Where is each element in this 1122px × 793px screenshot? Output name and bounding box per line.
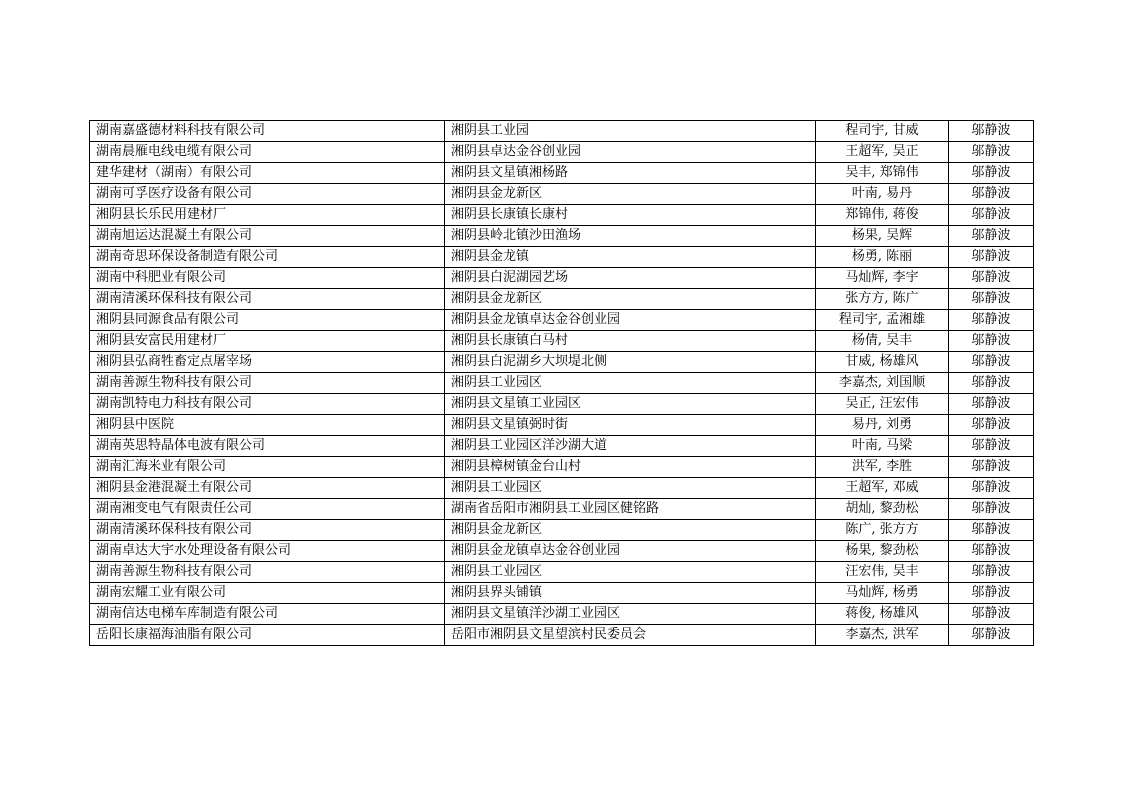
supervisor-cell: 邬静波 [949,415,1034,436]
company-name-cell: 湖南善源生物科技有限公司 [90,562,445,583]
inspectors-cell: 杨果, 吴辉 [816,226,949,247]
address-cell: 湘阴县白泥湖园艺场 [445,268,816,289]
supervisor-cell: 邬静波 [949,625,1034,646]
company-name-cell: 湖南旭运达混凝土有限公司 [90,226,445,247]
table-row [90,373,1034,394]
table-row [90,352,1034,373]
inspectors-cell: 叶南, 易丹 [816,184,949,205]
company-name-cell: 湖南宏耀工业有限公司 [90,583,445,604]
address-cell: 湘阴县文星镇湘杨路 [445,163,816,184]
table-row [90,205,1034,226]
table-row [90,583,1034,604]
company-name-cell: 湖南晨雁电线电缆有限公司 [90,142,445,163]
address-cell: 湘阴县工业园区 [445,562,816,583]
address-cell: 湘阴县文星镇工业园区 [445,394,816,415]
inspectors-cell: 马灿辉, 李宇 [816,268,949,289]
inspectors-cell: 王超军, 吴正 [816,142,949,163]
company-name-cell: 湖南汇海米业有限公司 [90,457,445,478]
supervisor-cell: 邬静波 [949,226,1034,247]
supervisor-cell: 邬静波 [949,520,1034,541]
company-name-cell: 湘阴县安富民用建材厂 [90,331,445,352]
company-name-cell: 岳阳长康福海油脂有限公司 [90,625,445,646]
table-row [90,499,1034,520]
supervisor-cell: 邬静波 [949,289,1034,310]
address-cell: 湘阴县卓达金谷创业园 [445,142,816,163]
company-name-cell: 湖南英思特晶体电波有限公司 [90,436,445,457]
address-cell: 湘阴县金龙新区 [445,184,816,205]
inspectors-cell: 郑锦伟, 蒋俊 [816,205,949,226]
supervisor-cell: 邬静波 [949,478,1034,499]
address-cell: 湘阴县金龙新区 [445,289,816,310]
supervisor-cell: 邬静波 [949,310,1034,331]
supervisor-cell: 邬静波 [949,457,1034,478]
table-body [90,121,1034,646]
table-row [90,520,1034,541]
inspectors-cell: 王超军, 邓威 [816,478,949,499]
inspectors-cell: 易丹, 刘勇 [816,415,949,436]
table-row [90,163,1034,184]
inspectors-cell: 程司宇, 孟湘雄 [816,310,949,331]
address-cell: 湘阴县文星镇洋沙湖工业园区 [445,604,816,625]
inspectors-cell: 马灿辉, 杨勇 [816,583,949,604]
company-name-cell: 湖南卓达大宇水处理设备有限公司 [90,541,445,562]
address-cell: 湖南省岳阳市湘阴县工业园区健铭路 [445,499,816,520]
supervisor-cell: 邬静波 [949,268,1034,289]
table-row [90,394,1034,415]
address-cell: 湘阴县樟树镇金台山村 [445,457,816,478]
company-name-cell: 湖南善源生物科技有限公司 [90,373,445,394]
inspectors-cell: 汪宏伟, 吴丰 [816,562,949,583]
table-row [90,331,1034,352]
supervisor-cell: 邬静波 [949,562,1034,583]
supervisor-cell: 邬静波 [949,499,1034,520]
address-cell: 湘阴县工业园区 [445,478,816,499]
supervisor-cell: 邬静波 [949,394,1034,415]
supervisor-cell: 邬静波 [949,163,1034,184]
inspectors-cell: 杨倩, 吴丰 [816,331,949,352]
inspectors-cell: 蒋俊, 杨雄风 [816,604,949,625]
table-row [90,562,1034,583]
address-cell: 湘阴县岭北镇沙田渔场 [445,226,816,247]
address-cell: 湘阴县文星镇弼时街 [445,415,816,436]
inspectors-cell: 胡灿, 黎劲松 [816,499,949,520]
supervisor-cell: 邬静波 [949,583,1034,604]
table-row [90,436,1034,457]
company-name-cell: 湘阴县弘商牲畜定点屠宰场 [90,352,445,373]
address-cell: 湘阴县白泥湖乡大坝堤北侧 [445,352,816,373]
table-row [90,415,1034,436]
inspectors-cell: 洪军, 李胜 [816,457,949,478]
table-row [90,625,1034,646]
inspectors-cell: 吴丰, 郑锦伟 [816,163,949,184]
inspectors-cell: 杨勇, 陈丽 [816,247,949,268]
table-row [90,226,1034,247]
company-name-cell: 湘阴县长乐民用建材厂 [90,205,445,226]
company-name-cell: 建华建材（湖南）有限公司 [90,163,445,184]
table-row [90,247,1034,268]
address-cell: 湘阴县长康镇白马村 [445,331,816,352]
company-name-cell: 湖南清溪环保科技有限公司 [90,520,445,541]
supervisor-cell: 邬静波 [949,184,1034,205]
company-name-cell: 湖南可孚医疗设备有限公司 [90,184,445,205]
table-row [90,268,1034,289]
inspectors-cell: 程司宇, 甘威 [816,121,949,142]
company-name-cell: 湖南中科肥业有限公司 [90,268,445,289]
address-cell: 湘阴县工业园区洋沙湖大道 [445,436,816,457]
company-name-cell: 湖南信达电梯车库制造有限公司 [90,604,445,625]
table-row [90,457,1034,478]
table-row [90,142,1034,163]
table-row [90,121,1034,142]
supervisor-cell: 邬静波 [949,142,1034,163]
supervisor-cell: 邬静波 [949,331,1034,352]
inspectors-cell: 甘威, 杨雄风 [816,352,949,373]
address-cell: 湘阴县金龙镇 [445,247,816,268]
inspection-table [89,120,1034,646]
supervisor-cell: 邬静波 [949,604,1034,625]
supervisor-cell: 邬静波 [949,436,1034,457]
company-name-cell: 湖南湘变电气有限责任公司 [90,499,445,520]
inspectors-cell: 杨果, 黎劲松 [816,541,949,562]
address-cell: 湘阴县金龙镇卓达金谷创业园 [445,310,816,331]
table-row [90,310,1034,331]
address-cell: 岳阳市湘阴县文星望滨村民委员会 [445,625,816,646]
address-cell: 湘阴县工业园 [445,121,816,142]
company-name-cell: 湖南奇思环保设备制造有限公司 [90,247,445,268]
inspectors-cell: 陈广, 张方方 [816,520,949,541]
inspectors-cell: 李嘉杰, 洪军 [816,625,949,646]
address-cell: 湘阴县长康镇长康村 [445,205,816,226]
supervisor-cell: 邬静波 [949,205,1034,226]
company-name-cell: 湘阴县中医院 [90,415,445,436]
supervisor-cell: 邬静波 [949,373,1034,394]
table-row [90,184,1034,205]
inspectors-cell: 张方方, 陈广 [816,289,949,310]
inspectors-cell: 吴正, 汪宏伟 [816,394,949,415]
company-name-cell: 湖南嘉盛德材料科技有限公司 [90,121,445,142]
address-cell: 湘阴县金龙新区 [445,520,816,541]
company-name-cell: 湘阴县金港混凝土有限公司 [90,478,445,499]
table-row [90,541,1034,562]
inspectors-cell: 叶南, 马梁 [816,436,949,457]
table-row [90,478,1034,499]
supervisor-cell: 邬静波 [949,352,1034,373]
company-name-cell: 湖南凯特电力科技有限公司 [90,394,445,415]
supervisor-cell: 邬静波 [949,247,1034,268]
table-row [90,604,1034,625]
company-name-cell: 湘阴县同源食品有限公司 [90,310,445,331]
supervisor-cell: 邬静波 [949,541,1034,562]
table-row [90,289,1034,310]
company-name-cell: 湖南清溪环保科技有限公司 [90,289,445,310]
address-cell: 湘阴县界头铺镇 [445,583,816,604]
address-cell: 湘阴县金龙镇卓达金谷创业园 [445,541,816,562]
inspectors-cell: 李嘉杰, 刘国顺 [816,373,949,394]
address-cell: 湘阴县工业园区 [445,373,816,394]
supervisor-cell: 邬静波 [949,121,1034,142]
